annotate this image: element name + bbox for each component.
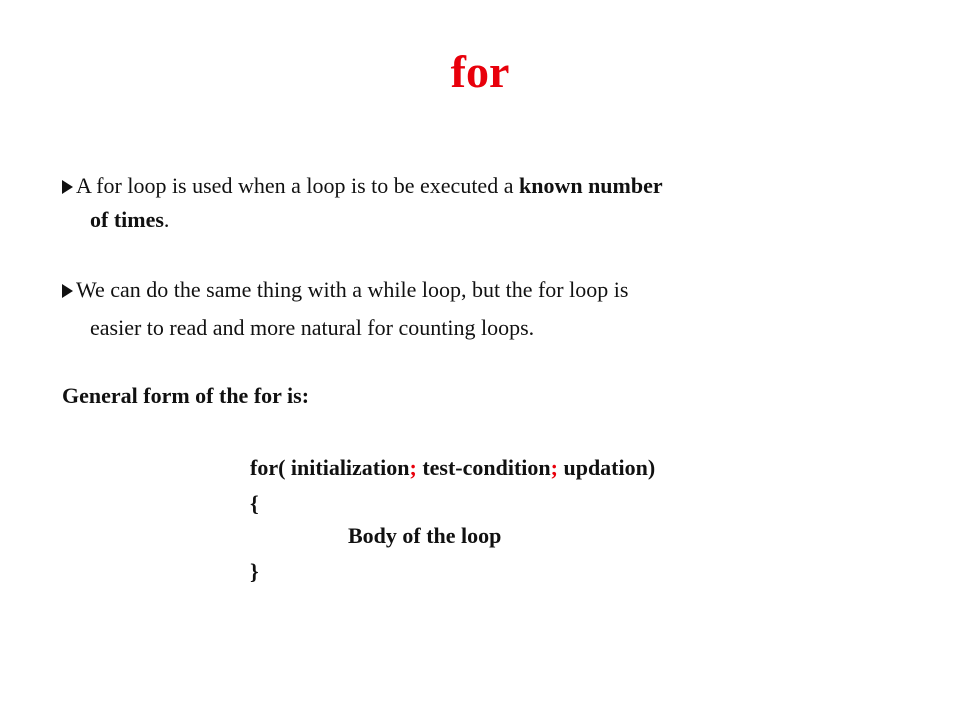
bullet-1-line-2 <box>90 206 169 234</box>
code-condition: test-condition <box>416 455 551 480</box>
code-close-brace: } <box>250 559 259 584</box>
bullet-2-line-1 <box>62 276 628 304</box>
bullet-1-text: A for loop is used when a loop is to be executed a <box>76 173 519 198</box>
code-update: updation) <box>557 455 656 480</box>
code-open-brace: { <box>250 491 259 516</box>
bullet-2-text: We can do the same thing with a while loop, but the for loop is <box>76 277 629 302</box>
slide-title: for <box>450 46 510 97</box>
bullet-1-line-1 <box>62 172 663 200</box>
code-semicolon-2: ; <box>550 455 558 480</box>
general-form-label: General form of the for is: <box>62 383 310 408</box>
bullet-2-line-2 <box>90 314 534 342</box>
bullet-2-text-cont: easier to read and more natural for counting loops. <box>90 315 535 340</box>
code-init: for( initialization <box>250 455 410 480</box>
code-for-header <box>250 454 655 482</box>
arrow-bullet-icon <box>62 284 73 298</box>
code-semicolon-1: ; <box>409 455 417 480</box>
bullet-1-emphasis: known number <box>518 173 663 198</box>
arrow-bullet-icon <box>62 180 73 194</box>
bullet-1-tail: . <box>163 207 170 232</box>
bullet-1-emphasis-cont: of times <box>90 207 164 232</box>
code-body: Body of the loop <box>348 523 502 548</box>
